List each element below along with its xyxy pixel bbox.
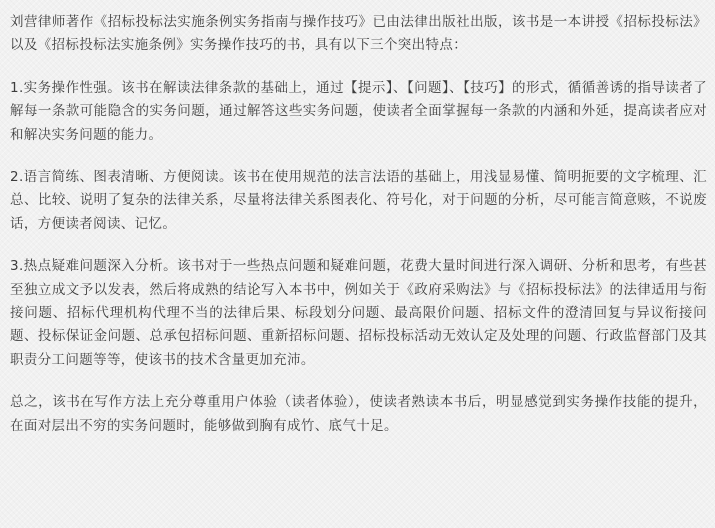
conclusion-paragraph: 总之，该书在写作方法上充分尊重用户体验（读者体验），使读者熟读本书后，明显感觉到实务操作技能的提升，在面对层出不穷的实务问题时，能够做到胸有成竹、底气十足。 bbox=[10, 394, 707, 434]
feature-paragraph-practical: 1.实务操作性强。该书在解读法律条款的基础上，通过【提示】、【问题】、【技巧】的形式，循循善诱的指导读者了解每一条款可能隐含的实务问题，通过解答这些实务问题，使读者全面掌握每一条款的内涵和外延，提高读者应对和解决实务问题的能力。 bbox=[10, 79, 707, 143]
feature-paragraph-language: 2.语言简练、图表清晰、方便阅读。该书在使用规范的法言法语的基础上，用浅显易懂、简明扼要的文字梳理、汇总、比较、说明了复杂的法律关系，尽量将法律关系图表化、符号化，对于问题的分析，尽可能言简意赅，不说废话，方便读者阅读、记忆。 bbox=[10, 169, 707, 232]
intro-paragraph: 刘营律师著作《招标投标法实施条例实务指南与操作技巧》已由法律出版社出版，该书是一本讲授《招标投标法》以及《招标投标法实施条例》实务操作技巧的书，具有以下三个突出特点： bbox=[10, 14, 707, 54]
feature-paragraph-hot-issues: 3.热点疑难问题深入分析。该书对于一些热点问题和疑难问题，花费大量时间进行深入调研、分析和思考，有些甚至独立成文予以发表，然后将成熟的结论写入本书中，例如关于《政府采购法》与《招标投标法》的法律适用与衔接问题、招标代理机构代理不当的法律后果、标段划分问题、最高限价问题、招标文件的澄清回复与异议衔接问题、投标保证金问题、总承包招标问题、重新招标问题、招标投标活动无效认定及处理的问题、行政监督部门及其职责分工问题等等，使该书的技术含量更加充沛。 bbox=[10, 258, 707, 368]
